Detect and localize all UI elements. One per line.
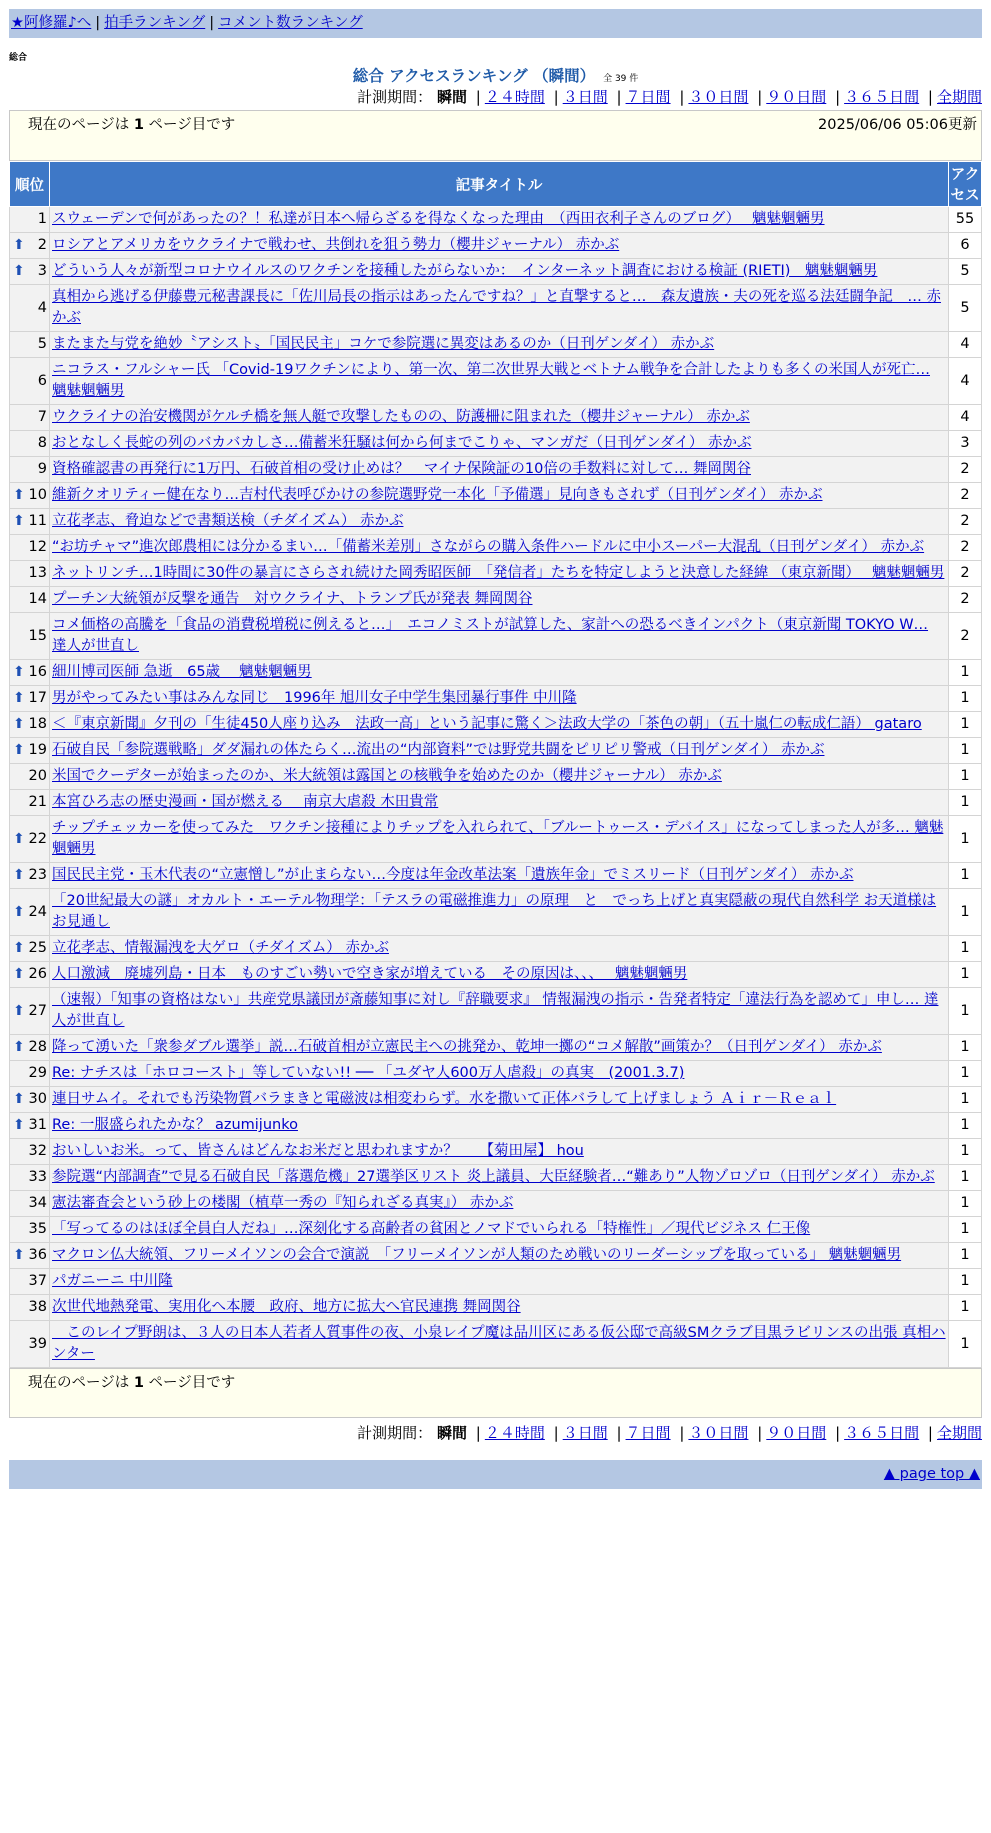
title-cell	[50, 660, 949, 686]
table-row	[10, 816, 982, 863]
rank-cell	[10, 483, 50, 509]
period-link-365d[interactable]: ３６５日間	[844, 88, 920, 106]
page-number: 1	[133, 117, 144, 133]
rank-cell	[10, 1243, 50, 1269]
rank-cell	[10, 259, 50, 285]
table-row	[10, 613, 982, 660]
rank-number: 13	[28, 565, 47, 581]
title-cell	[50, 889, 949, 936]
rank-cell	[10, 1321, 50, 1368]
article-link[interactable]: ＜『東京新聞』夕刊の「生徒450人座り込み 法政一高」という記事に驚く＞法政大学の「茶色の朝」（五十嵐仁の転成仁語） gataro	[52, 716, 922, 732]
rank-number: 27	[28, 1002, 47, 1019]
article-link[interactable]: 維新クオリティー健在なり…吉村代表呼びかけの参院選野党一本化「予備選」見向きもされず（日刊ゲンダイ） 赤かぶ	[52, 487, 823, 503]
article-link[interactable]: 立花孝志、脅迫などで書類送検（チダイズム） 赤かぶ	[52, 513, 404, 529]
title-cell	[50, 1191, 949, 1217]
table-row	[10, 764, 982, 790]
access-count: 1	[949, 1113, 982, 1139]
access-count: 1	[949, 988, 982, 1035]
rank-number: 2	[37, 237, 47, 253]
title-cell	[50, 790, 949, 816]
rank-number: 16	[28, 664, 47, 680]
rank-number: 32	[28, 1143, 47, 1159]
article-link[interactable]: おいしいお米。って、皆さんはどんなお米だと思われますか？ 【菊田屋】 hou	[52, 1143, 584, 1159]
rank-cell	[10, 561, 50, 587]
page-info-box	[9, 110, 982, 161]
table-row	[10, 1321, 982, 1368]
nav-separator: |	[95, 15, 101, 31]
period-link-7d[interactable]: ７日間	[625, 1424, 671, 1442]
article-link[interactable]: 国民民主党・玉木代表の“立憲憎し”が止まらない…今度は年金改革法案「遺族年金」でミスリード（日刊ゲンダイ） 赤かぶ	[52, 867, 854, 883]
table-row	[10, 405, 982, 431]
rank-cell	[10, 535, 50, 561]
nav-link-asyura[interactable]: ★阿修羅♪へ	[11, 15, 92, 31]
article-link[interactable]: またまた与党を絶妙〝アシスト〟「国民民主」コケで参院選に異変はあるのか（日刊ゲンダイ） 赤かぶ	[52, 336, 715, 352]
rank-number: 28	[28, 1039, 47, 1055]
title-cell	[50, 1165, 949, 1191]
rank-cell	[10, 457, 50, 483]
rank-number: 37	[28, 1273, 47, 1289]
table-row	[10, 358, 982, 405]
rank-cell	[10, 738, 50, 764]
rank-number: 17	[28, 690, 47, 706]
article-link[interactable]: 本宮ひろ志の歴史漫画・国が燃える 南京大虐殺 木田貴常	[52, 794, 439, 810]
rank-number: 18	[28, 716, 47, 732]
page-info-prefix: 現在のページは	[28, 117, 134, 133]
article-link[interactable]: ニコラス・フルシャー氏 「Covid-19ワクチンにより、第一次、第二次世界大戦とベトナム戦争を合計したよりも多くの米国人が死亡… 魑魅魍魎男	[52, 362, 930, 399]
access-count: 1	[949, 1243, 982, 1269]
title-cell	[50, 561, 949, 587]
rank-up-arrow-icon: ⬆	[13, 1039, 25, 1055]
access-count: 1	[949, 660, 982, 686]
access-count: 1	[949, 764, 982, 790]
rank-cell	[10, 1295, 50, 1321]
period-link-all[interactable]: 全期間	[936, 88, 982, 106]
table-row	[10, 988, 982, 1035]
period-link-24h[interactable]: ２４時間	[484, 1424, 545, 1442]
updated-timestamp: 2025/06/06 05:06更新	[818, 117, 977, 133]
rank-number: 9	[37, 461, 47, 477]
article-link[interactable]: 立花孝志、情報漏洩を大ゲロ（チダイズム） 赤かぶ	[52, 940, 389, 956]
rank-cell	[10, 1087, 50, 1113]
rank-cell	[10, 686, 50, 712]
rank-up-arrow-icon: ⬆	[13, 940, 25, 956]
period-link-24h[interactable]: ２４時間	[484, 88, 545, 106]
rank-number: 30	[28, 1091, 47, 1107]
rank-up-arrow-icon: ⬆	[13, 716, 25, 732]
period-label: 計測期間：	[357, 1424, 433, 1442]
title-cell	[50, 483, 949, 509]
title-cell	[50, 1321, 949, 1368]
title-cell	[50, 936, 949, 962]
access-count: 1	[949, 1087, 982, 1113]
rank-number: 20	[28, 768, 47, 784]
rank-cell	[10, 790, 50, 816]
header-access: アクセス	[949, 162, 982, 207]
access-count: 2	[949, 587, 982, 613]
title-cell	[50, 712, 949, 738]
article-link[interactable]: 資格確認書の再発行に1万円、石破首相の受け止めは？ マイナ保険証の10倍の手数料に対して… 舞岡関谷	[52, 461, 751, 477]
article-link[interactable]: パガニーニ 中川隆	[52, 1273, 173, 1289]
title-cell	[50, 764, 949, 790]
article-link[interactable]: 細川博司医師 急逝 65歳 魑魅魍魎男	[52, 664, 312, 680]
rank-up-arrow-icon: ⬆	[13, 867, 25, 883]
rank-up-arrow-icon: ⬆	[13, 1002, 25, 1019]
rank-number: 19	[28, 742, 47, 758]
table-row	[10, 483, 982, 509]
article-link[interactable]: 参院選“内部調査”で見る石破自民「落選危機」27選挙区リスト 炎上議員、大臣経験者…“難あり”人物ゾロゾロ（日刊ゲンダイ） 赤かぶ	[52, 1169, 935, 1185]
table-row	[10, 889, 982, 936]
access-count: 1	[949, 962, 982, 988]
title-cell	[50, 1217, 949, 1243]
access-count: 4	[949, 358, 982, 405]
rank-number: 11	[28, 513, 47, 529]
access-count: 2	[949, 535, 982, 561]
rank-number: 24	[28, 903, 47, 920]
rank-cell	[10, 764, 50, 790]
article-link[interactable]: 人口激減 廃墟列島・日本 ものすごい勢いで空き家が増えている その原因は、、、 魑魅魍魎男	[52, 966, 688, 982]
table-row	[10, 431, 982, 457]
rank-cell	[10, 816, 50, 863]
rank-number: 33	[28, 1169, 47, 1185]
page-title-row	[9, 64, 982, 84]
rank-up-arrow-icon: ⬆	[13, 263, 25, 279]
item-count: 全 39 件	[603, 74, 639, 84]
title-cell	[50, 332, 949, 358]
access-count: 1	[949, 936, 982, 962]
article-link[interactable]: 真相から逃げる伊藤豊元秘書課長に「佐川局長の指示はあったんですね？」と直撃すると… 森友遺族・夫の死を巡る法廷闘争記 … 赤かぶ	[52, 289, 941, 326]
rank-number: 14	[28, 591, 47, 607]
access-count: 1	[949, 1269, 982, 1295]
rank-cell	[10, 936, 50, 962]
table-row	[10, 1243, 982, 1269]
access-count: 1	[949, 1321, 982, 1368]
rank-number: 3	[37, 263, 47, 279]
title-cell	[50, 1269, 949, 1295]
period-current: 瞬間	[436, 1424, 467, 1442]
table-row	[10, 587, 982, 613]
article-link[interactable]: おとなしく長蛇の列のバカバカしさ…備蓄米狂騒は何から何までこりゃ、マンガだ（日刊ゲンダイ） 赤かぶ	[52, 435, 752, 451]
article-link[interactable]: Re: ナチスは「ホロコースト」等していない!! ── 「ユダヤ人600万人虐殺」の真実 (2001.3.7)	[52, 1065, 685, 1081]
rank-number: 26	[28, 966, 47, 982]
article-link[interactable]: どういう人々が新型コロナウイルスのワクチンを接種したがらないか： インターネット調査における検証 (RIETI) 魑魅魍魎男	[52, 263, 878, 279]
rank-cell	[10, 207, 50, 233]
nav-separator: |	[209, 15, 215, 31]
rank-cell	[10, 1191, 50, 1217]
rank-cell	[10, 1217, 50, 1243]
rank-cell	[10, 863, 50, 889]
access-count: 5	[949, 285, 982, 332]
header-rank: 順位	[10, 162, 50, 207]
period-link-90d[interactable]: ９０日間	[766, 1424, 827, 1442]
rank-cell	[10, 1113, 50, 1139]
nav-link-clap-ranking[interactable]: 拍手ランキング	[104, 15, 206, 31]
rank-up-arrow-icon: ⬆	[13, 903, 25, 920]
access-count: 5	[949, 259, 982, 285]
page-number: 1	[133, 1375, 144, 1391]
table-row	[10, 863, 982, 889]
access-count: 2	[949, 613, 982, 660]
title-cell	[50, 405, 949, 431]
table-row	[10, 259, 982, 285]
title-cell	[50, 1295, 949, 1321]
title-cell	[50, 1243, 949, 1269]
table-row	[10, 1035, 982, 1061]
access-count: 4	[949, 405, 982, 431]
rank-cell	[10, 712, 50, 738]
rank-cell	[10, 233, 50, 259]
access-count: 1	[949, 863, 982, 889]
title-cell	[50, 816, 949, 863]
rank-up-arrow-icon: ⬆	[13, 237, 25, 253]
article-link[interactable]: マクロン仏大統領、フリーメイソンの会合で演説 「フリーメイソンが人類のため戦いのリーダーシップを取っている」 魑魅魍魎男	[52, 1247, 902, 1263]
rank-up-arrow-icon: ⬆	[13, 513, 25, 529]
title-cell	[50, 613, 949, 660]
access-count: 1	[949, 712, 982, 738]
table-row	[10, 1139, 982, 1165]
header-title: 記事タイトル	[50, 162, 949, 207]
rank-number: 1	[37, 211, 47, 227]
table-row	[10, 712, 982, 738]
rank-up-arrow-icon: ⬆	[13, 487, 25, 503]
table-row	[10, 1061, 982, 1087]
table-row	[10, 738, 982, 764]
rank-up-arrow-icon: ⬆	[13, 966, 25, 982]
rank-up-arrow-icon: ⬆	[13, 690, 25, 706]
rank-cell	[10, 358, 50, 405]
rank-cell	[10, 431, 50, 457]
rank-number: 10	[28, 487, 47, 503]
rank-number: 39	[28, 1335, 47, 1352]
article-link[interactable]: ウクライナの治安機関がケルチ橋を無人艇で攻撃したものの、防護柵に阻まれた（櫻井ジャーナル） 赤かぶ	[52, 409, 750, 425]
title-cell	[50, 233, 949, 259]
title-cell	[50, 259, 949, 285]
article-link[interactable]: 石破自民「参院選戦略」ダダ漏れの体たらく…流出の“内部資料”では野党共闘をピリピリ警戒（日刊ゲンダイ） 赤かぶ	[52, 742, 825, 758]
period-label: 計測期間：	[357, 88, 433, 106]
rank-number: 21	[28, 794, 47, 810]
rank-number: 29	[28, 1065, 47, 1081]
access-count: 2	[949, 561, 982, 587]
rank-cell	[10, 285, 50, 332]
rank-up-arrow-icon: ⬆	[13, 1091, 25, 1107]
article-link[interactable]: チップチェッカーを使ってみた ワクチン接種によりチップを入れられて、「ブルートゥース・デバイス」になってしまった人が多… 魑魅魍魎男	[52, 820, 944, 857]
title-cell	[50, 686, 949, 712]
rank-cell	[10, 405, 50, 431]
title-cell	[50, 1139, 949, 1165]
article-link[interactable]: 憲法審査会という砂上の楼閣（植草一秀の『知られざる真実』） 赤かぶ	[52, 1195, 514, 1211]
article-link[interactable]: 降って湧いた「衆参ダブル選挙」説…石破首相が立憲民主への挑発か、乾坤一擲の“コメ解散”画策か？（日刊ゲンダイ） 赤かぶ	[52, 1039, 882, 1055]
article-link[interactable]: スウェーデンで何があったの？！私達が日本へ帰らざるを得なくなった理由 （西田衣利子さんのブログ） 魑魅魍魎男	[52, 211, 825, 227]
article-link[interactable]: （速報）「知事の資格はない」共産党県議団が斎藤知事に対し『辞職要求』 情報漏洩の指示・告発者特定「違法行為を認めて」申し… 達人が世直し	[52, 992, 939, 1029]
period-link-all[interactable]: 全期間	[936, 1424, 982, 1442]
top-nav-bar	[9, 9, 982, 38]
rank-up-arrow-icon: ⬆	[13, 1247, 25, 1263]
bottom-bar	[9, 1460, 982, 1489]
table-row	[10, 660, 982, 686]
period-link-90d[interactable]: ９０日間	[766, 88, 827, 106]
table-row	[10, 535, 982, 561]
title-cell	[50, 431, 949, 457]
table-row	[10, 332, 982, 358]
page-info-suffix: ページ目です	[143, 117, 236, 133]
table-row	[10, 207, 982, 233]
rank-number: 38	[28, 1299, 47, 1315]
rank-number: 4	[37, 299, 47, 316]
access-count: 2	[949, 509, 982, 535]
page-info-suffix: ページ目です	[143, 1375, 236, 1391]
access-count: 2	[949, 457, 982, 483]
title-cell	[50, 1113, 949, 1139]
title-cell	[50, 457, 949, 483]
title-cell	[50, 988, 949, 1035]
period-current: 瞬間	[436, 88, 467, 106]
page-top-link[interactable]: ▲ page top ▲	[883, 1466, 980, 1482]
rank-number: 8	[37, 435, 47, 451]
table-row	[10, 233, 982, 259]
period-link-30d[interactable]: ３０日間	[688, 88, 749, 106]
access-count: 3	[949, 431, 982, 457]
rank-number: 23	[28, 867, 47, 883]
title-cell	[50, 1087, 949, 1113]
access-count: 55	[949, 207, 982, 233]
period-link-365d[interactable]: ３６５日間	[844, 1424, 920, 1442]
rank-number: 5	[37, 336, 47, 352]
rank-up-arrow-icon: ⬆	[13, 1117, 25, 1133]
title-cell	[50, 863, 949, 889]
rank-cell	[10, 613, 50, 660]
access-count: 1	[949, 686, 982, 712]
rank-cell	[10, 1139, 50, 1165]
rank-cell	[10, 1269, 50, 1295]
table-row	[10, 1191, 982, 1217]
article-link[interactable]: ネットリンチ…1時間に30件の暴言にさらされ続けた岡秀昭医師 「発信者」たちを特定しようと決意した経緯 （東京新聞） 魑魅魍魎男	[52, 565, 945, 581]
table-row	[10, 1165, 982, 1191]
rank-number: 31	[28, 1117, 47, 1133]
access-count: 1	[949, 816, 982, 863]
rank-cell	[10, 1061, 50, 1087]
table-row	[10, 561, 982, 587]
access-count: 1	[949, 790, 982, 816]
access-count: 1	[949, 1217, 982, 1243]
rank-number: 35	[28, 1221, 47, 1237]
article-link[interactable]: Re: 一服盛られたかな？ azumijunko	[52, 1117, 298, 1133]
rank-up-arrow-icon: ⬆	[13, 742, 25, 758]
title-cell	[50, 587, 949, 613]
rank-cell	[10, 660, 50, 686]
category-label: 総合	[9, 53, 28, 63]
table-row	[10, 936, 982, 962]
rank-up-arrow-icon: ⬆	[13, 830, 25, 847]
period-selector-bottom: 計測期間： 瞬間 | ２４時間 | ３日間 | ７日間 | ３０日間 | ９０日間 | ３６５日間 | 全期間	[357, 1424, 982, 1442]
rank-number: 12	[28, 539, 47, 555]
rank-number: 15	[28, 627, 47, 644]
period-selector-top: 計測期間： 瞬間 | ２４時間 | ３日間 | ７日間 | ３０日間 | ９０日間 | ３６５日間 | 全期間	[357, 88, 982, 106]
rank-cell	[10, 1035, 50, 1061]
table-row	[10, 1113, 982, 1139]
table-row	[10, 1269, 982, 1295]
title-cell	[50, 962, 949, 988]
article-link[interactable]: 「20世紀最大の謎」オカルト・エーテル物理学：「テスラの電磁推進力」の原理 と でっち上げと真実隠蔽の現代自然科学 お天道様はお見通し	[52, 893, 937, 930]
table-row	[10, 509, 982, 535]
rank-number: 6	[37, 372, 47, 389]
rank-cell	[10, 988, 50, 1035]
access-count: 1	[949, 1035, 982, 1061]
page-title: 総合 アクセスランキング （瞬間）	[352, 67, 596, 85]
table-row	[10, 1295, 982, 1321]
rank-cell	[10, 1165, 50, 1191]
access-count: 1	[949, 1295, 982, 1321]
access-count: 6	[949, 233, 982, 259]
access-count: 1	[949, 1191, 982, 1217]
title-cell	[50, 535, 949, 561]
rank-number: 36	[28, 1247, 47, 1263]
page-info-prefix: 現在のページは	[28, 1375, 134, 1391]
title-cell	[50, 509, 949, 535]
rank-cell	[10, 889, 50, 936]
article-link[interactable]: 男がやってみたい事はみんな同じ＿1996年 旭川女子中学生集団暴行事件 中川隆	[52, 690, 577, 706]
table-row	[10, 285, 982, 332]
table-row	[10, 1217, 982, 1243]
period-link-3d[interactable]: ３日間	[562, 88, 608, 106]
period-link-30d[interactable]: ３０日間	[688, 1424, 749, 1442]
rank-cell	[10, 509, 50, 535]
rank-cell	[10, 962, 50, 988]
article-link[interactable]: プーチン大統領が反撃を通告 対ウクライナ、トランプ氏が発表 舞岡関谷	[52, 591, 533, 607]
article-link[interactable]: “お坊チャマ”進次郎農相には分かるまい…「備蓄米差別」さながらの購入条件ハードルに中小スーパー大混乱（日刊ゲンダイ） 赤かぶ	[52, 539, 925, 555]
article-link[interactable]: 「写ってるのはほぼ全員白人だね」…深刻化する高齢者の貧困とノマドでいられる「特権性」／現代ビジネス 仁王像	[52, 1221, 811, 1237]
rank-number: 25	[28, 940, 47, 956]
table-row	[10, 962, 982, 988]
title-cell	[50, 358, 949, 405]
access-count: 2	[949, 483, 982, 509]
article-link[interactable]: 米国でクーデターが始まったのか、米大統領は露国との核戦争を始めたのか（櫻井ジャーナル） 赤かぶ	[52, 768, 722, 784]
ranking-table	[9, 161, 982, 1368]
rank-number: 7	[37, 409, 47, 425]
article-link[interactable]: ロシアとアメリカをウクライナで戦わせ、共倒れを狙う勢力（櫻井ジャーナル） 赤かぶ	[52, 237, 620, 253]
title-cell	[50, 1061, 949, 1087]
page-info-box-bottom	[9, 1368, 982, 1418]
rank-number: 34	[28, 1195, 47, 1211]
rank-cell	[10, 587, 50, 613]
article-link[interactable]: コメ価格の高騰を「食品の消費税増税に例えると…」 エコノミストが試算した、家計への恐るべきインパクト（東京新聞 TOKYO W… 達人が世直し	[52, 617, 929, 654]
table-row	[10, 1087, 982, 1113]
title-cell	[50, 738, 949, 764]
rank-number: 22	[28, 830, 47, 847]
access-count: 1	[949, 889, 982, 936]
access-count: 4	[949, 332, 982, 358]
access-count: 1	[949, 1165, 982, 1191]
period-link-3d[interactable]: ３日間	[562, 1424, 608, 1442]
nav-link-comment-ranking[interactable]: コメント数ランキング	[218, 15, 363, 31]
period-link-7d[interactable]: ７日間	[625, 88, 671, 106]
article-link[interactable]: 連日サムイ。それでも汚染物質バラまきと電磁波は相変わらず。水を撒いて正体バラして上げましょう Ａｉｒ－Ｒｅａｌ	[52, 1091, 837, 1107]
access-count: 1	[949, 1061, 982, 1087]
access-count: 1	[949, 1139, 982, 1165]
title-cell	[50, 285, 949, 332]
title-cell	[50, 1035, 949, 1061]
table-row	[10, 457, 982, 483]
title-cell	[50, 207, 949, 233]
rank-up-arrow-icon: ⬆	[13, 664, 25, 680]
rank-cell	[10, 332, 50, 358]
article-link[interactable]: 次世代地熱発電、実用化へ本腰 政府、地方に拡大へ官民連携 舞岡関谷	[52, 1299, 521, 1315]
access-count: 1	[949, 738, 982, 764]
table-row	[10, 790, 982, 816]
article-link[interactable]: このレイプ野朗は、３人の日本人若者人質事件の夜、小泉レイプ魔は品川区にある仮公邸で高級SMクラブ目黒ラビリンスの出張 真相ハンター	[52, 1325, 946, 1362]
table-row	[10, 686, 982, 712]
